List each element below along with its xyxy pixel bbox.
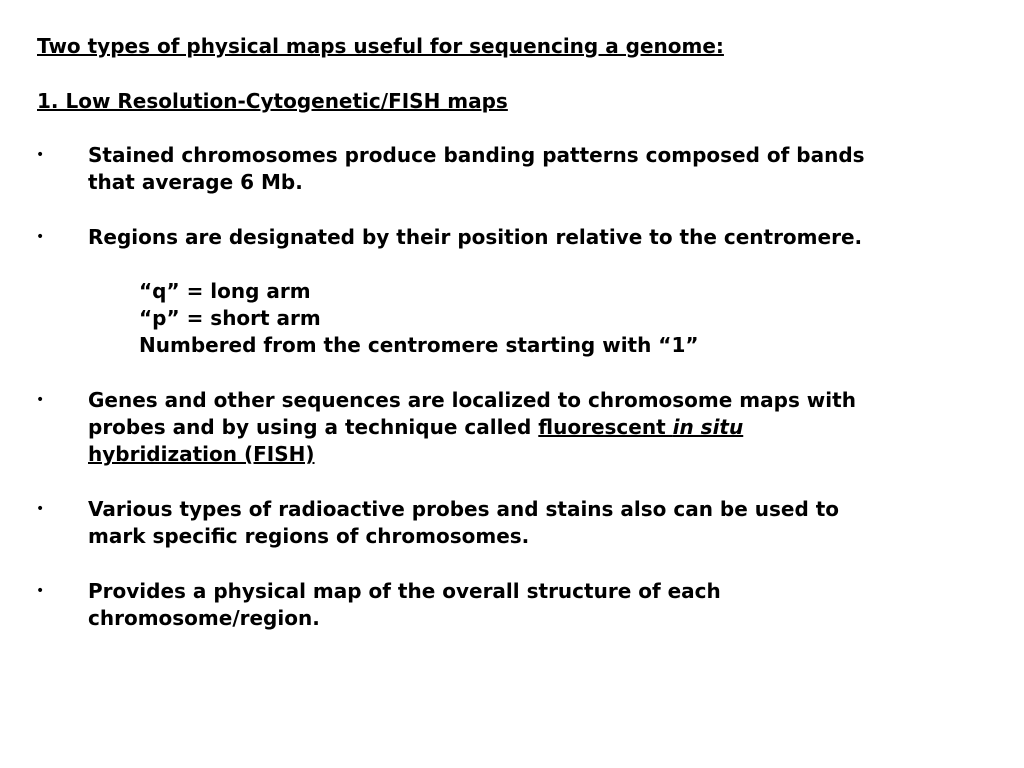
bullet-marker: •	[36, 392, 45, 408]
fish-term	[538, 415, 743, 439]
bullet-3-line-2	[88, 414, 988, 441]
fish-term-italic: in situ	[672, 415, 744, 439]
bullet-3-line-3	[88, 441, 988, 468]
sub-item-p-arm: “p” = short arm	[139, 306, 321, 330]
bullet-marker: •	[36, 147, 45, 163]
sub-item-q-arm: “q” = long arm	[139, 279, 311, 303]
fish-term-part-1: fluorescent	[538, 415, 673, 439]
fish-term-part-2: hybridization (FISH)	[88, 442, 315, 466]
bullet-2-line-1: Regions are designated by their position relative to the centromere.	[88, 225, 863, 249]
sub-item-numbering: Numbered from the centromere starting with “1”	[139, 333, 699, 357]
bullet-marker: •	[36, 501, 45, 517]
bullet-4-line-2: mark specific regions of chromosomes.	[88, 524, 530, 548]
bullet-1-line-2: that average 6 Mb.	[88, 170, 303, 194]
section-heading: 1. Low Resolution-Cytogenetic/FISH maps	[37, 89, 508, 113]
bullet-1-line-1: Stained chromosomes produce banding patterns composed of bands	[88, 143, 865, 167]
bullet-marker: •	[36, 229, 45, 245]
bullet-3-line-1: Genes and other sequences are localized to chromosome maps with	[88, 388, 856, 412]
bullet-marker: •	[36, 583, 45, 599]
bullet-4-line-1: Various types of radioactive probes and stains also can be used to	[88, 497, 840, 521]
slide-title: Two types of physical maps useful for sequencing a genome:	[37, 34, 724, 58]
bullet-5-line-2: chromosome/region.	[88, 606, 320, 630]
bullet-3-line-2-text: probes and by using a technique called	[88, 415, 539, 439]
bullet-5-line-1: Provides a physical map of the overall structure of each	[88, 579, 721, 603]
